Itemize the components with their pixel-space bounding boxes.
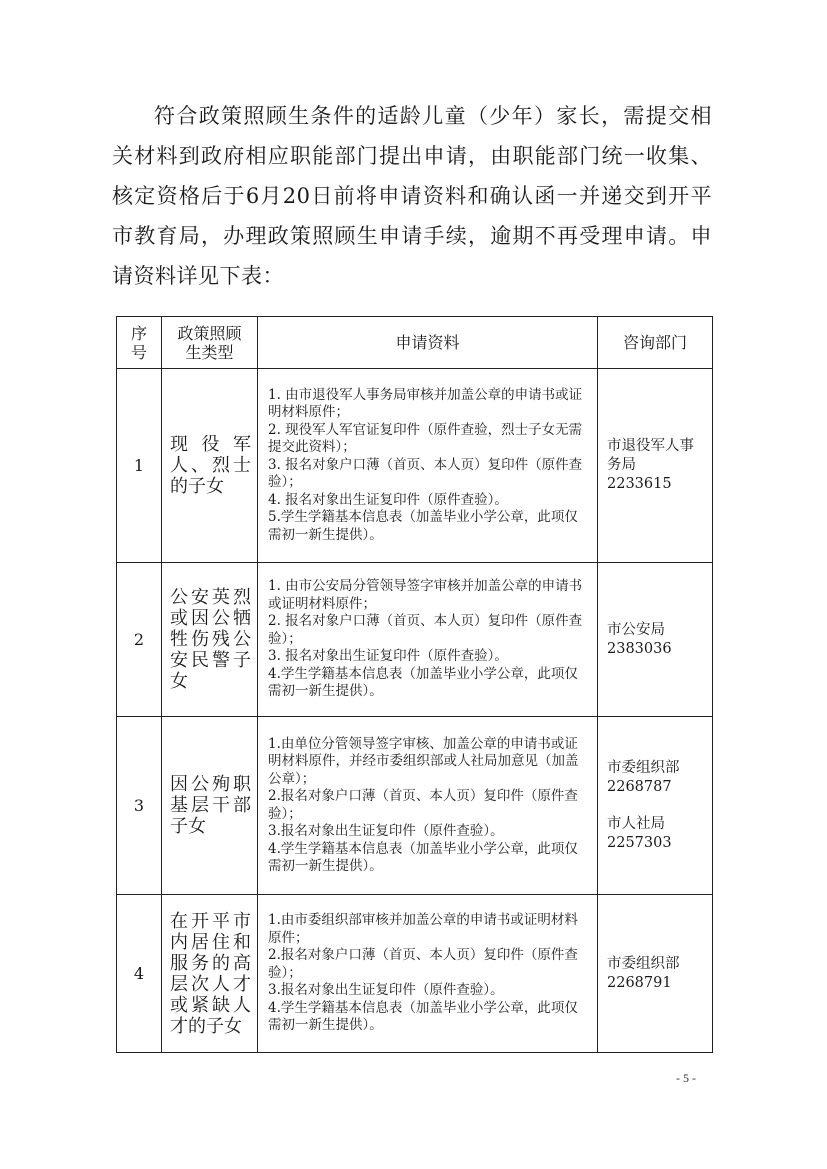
material-item: 3.报名对象出生证复印件（原件查验）。 bbox=[268, 823, 504, 839]
materials-cell bbox=[258, 717, 598, 895]
material-item: 1.由市委组织部审核并加盖公章的申请书或证明材料原件； bbox=[268, 912, 578, 946]
header-no: 序号 bbox=[117, 317, 162, 369]
dept-cell bbox=[598, 895, 713, 1053]
row-number: 1 bbox=[117, 369, 162, 563]
dept-name: 市公安局 bbox=[607, 621, 665, 638]
material-item: 3. 报名对象出生证复印件（原件查验）。 bbox=[268, 648, 508, 665]
table-header bbox=[117, 317, 713, 369]
material-item: 4. 报名对象出生证复印件（原件查验）。 bbox=[268, 491, 508, 508]
materials-cell bbox=[258, 369, 598, 563]
material-item: 2. 报名对象户口薄（首页、本人页）复印件（原件查验）； bbox=[268, 613, 583, 647]
material-item: 2.报名对象户口薄（首页、本人页）复印件（原件查验）； bbox=[268, 788, 578, 822]
materials-cell bbox=[258, 895, 598, 1053]
header-type: 政策照顾生类型 bbox=[162, 317, 258, 369]
material-item: 3. 报名对象户口薄（首页、本人页）复印件（原件查验）； bbox=[268, 456, 583, 491]
type-text: 因公殉职基层干部子女 bbox=[170, 774, 251, 837]
type-cell bbox=[162, 717, 258, 895]
row-number: 3 bbox=[117, 717, 162, 895]
type-text: 公安英烈或因公牺牲伤残公安民警子女 bbox=[170, 587, 251, 692]
material-item: 4.学生学籍基本信息表（加盖毕业小学公章，此项仅需初一新生提供）。 bbox=[268, 665, 578, 700]
dept-name: 市委组织部 bbox=[607, 759, 680, 776]
dept-cell bbox=[598, 369, 713, 563]
table-row bbox=[117, 369, 713, 563]
material-item: 1. 由市退役军人事务局审核并加盖公章的申请书或证明材料原件； bbox=[268, 386, 583, 421]
table-row bbox=[117, 717, 713, 895]
header-materials: 申请资料 bbox=[258, 317, 598, 369]
material-item: 3.报名对象出生证复印件（原件查验）。 bbox=[268, 982, 504, 999]
type-text: 现役军人、烈士的子女 bbox=[170, 434, 251, 497]
intro-section bbox=[112, 96, 712, 296]
material-item: 1. 由市公安局分管领导签字审核并加盖公章的申请书或证明材料原件； bbox=[268, 578, 583, 612]
dept-cell bbox=[598, 717, 713, 895]
materials-cell bbox=[258, 563, 598, 717]
material-item: 4.学生学籍基本信息表（加盖毕业小学公章，此项仅需初一新生提供）。 bbox=[268, 999, 578, 1034]
dept-phone: 2257303 bbox=[607, 834, 672, 851]
type-cell bbox=[162, 369, 258, 563]
row-number: 2 bbox=[117, 563, 162, 717]
type-cell bbox=[162, 895, 258, 1053]
table-row bbox=[117, 895, 713, 1053]
dept-name: 市退役军人事务局 bbox=[607, 438, 694, 473]
dept-phone: 2268787 bbox=[607, 778, 672, 795]
materials-list bbox=[258, 912, 597, 1035]
dept-phone: 2233615 bbox=[607, 476, 672, 492]
material-item: 4.学生学籍基本信息表（加盖毕业小学公章，此项仅需初一新生提供）。 bbox=[268, 840, 578, 874]
page-number: - 5 - bbox=[676, 1071, 696, 1085]
dept-phone: 2383036 bbox=[607, 640, 672, 657]
header-dept: 咨询部门 bbox=[598, 317, 713, 369]
row-number: 4 bbox=[117, 895, 162, 1053]
dept-name: 市人社局 bbox=[607, 815, 665, 832]
material-item: 2.报名对象户口薄（首页、本人页）复印件（原件查验）； bbox=[268, 947, 578, 981]
table-row bbox=[117, 563, 713, 717]
type-text: 在开平市内居住和服务的高层次人才或紧缺人才的子女 bbox=[170, 910, 251, 1037]
dept-cell bbox=[598, 563, 713, 717]
type-cell bbox=[162, 563, 258, 717]
material-item: 5.学生学籍基本信息表（加盖毕业小学公章，此项仅需初一新生提供）。 bbox=[268, 509, 578, 543]
dept-name: 市委组织部 bbox=[607, 955, 680, 972]
materials-list bbox=[258, 387, 597, 545]
materials-list bbox=[258, 578, 597, 701]
material-item: 2. 现役军人军官证复印件（原件查验，烈士子女无需提交此资料）； bbox=[268, 421, 583, 456]
application-materials-table bbox=[116, 316, 713, 1053]
materials-list bbox=[258, 736, 597, 876]
dept-phone: 2268791 bbox=[607, 974, 672, 991]
intro-paragraph: 符合政策照顾生条件的适龄儿童（少年）家长，需提交相关材料到政府相应职能部门提出申请，由职能部门统一收集、核定资格后于6月20日前将申请资料和确认函一并递交到开平市教育局，办理政策照顾生申请手续，逾期不再受理申请。申请资料详见下表： bbox=[112, 104, 712, 288]
material-item: 1.由单位分管领导签字审核、加盖公章的申请书或证明材料原件，并经市委组织部或人社局加意见（加盖公章）； bbox=[268, 735, 579, 787]
